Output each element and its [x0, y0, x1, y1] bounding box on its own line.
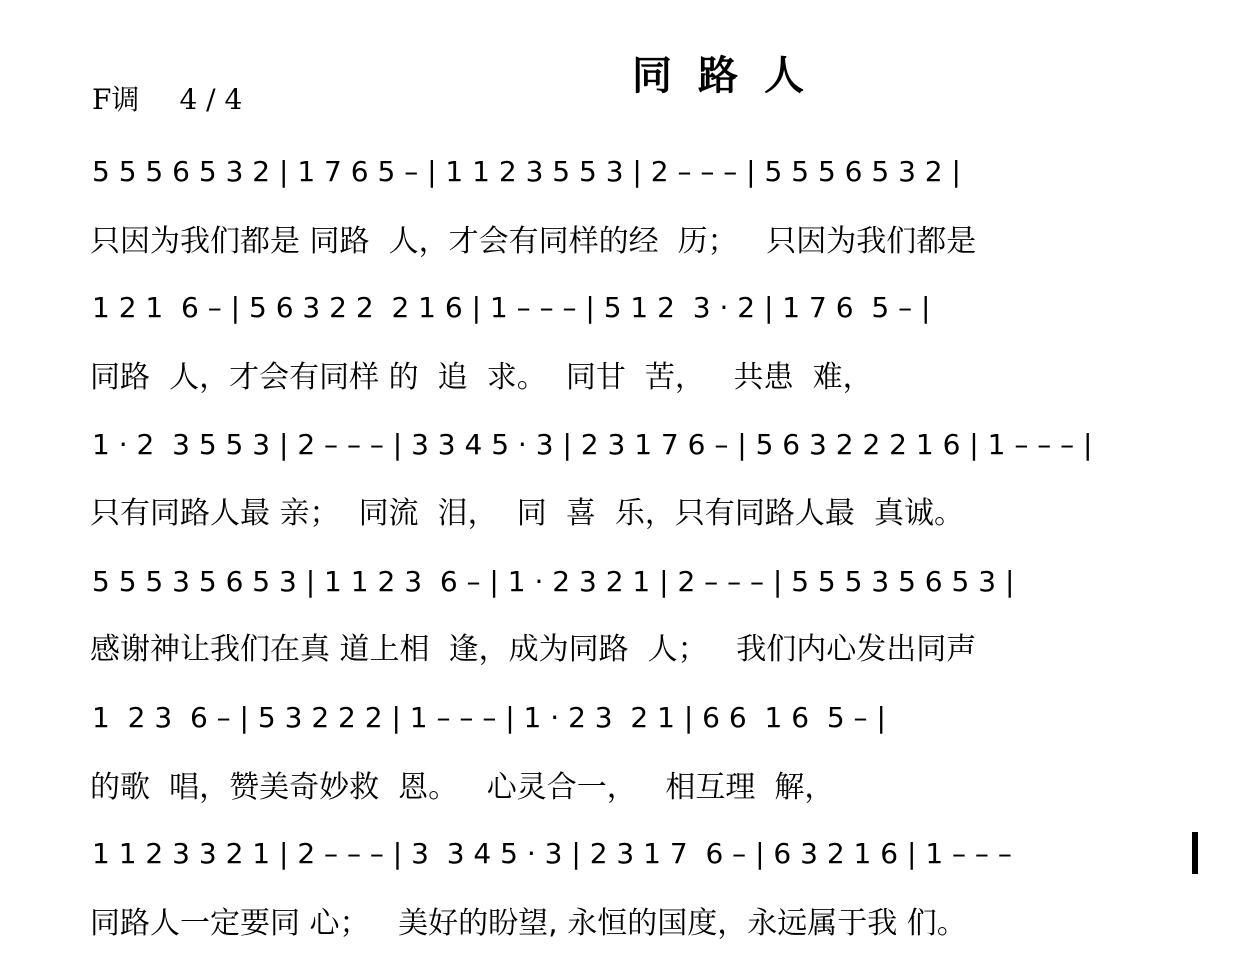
key-signature	[92, 78, 242, 118]
lyric-row-3: 只有同路人最 亲； 同流 泪， 同 喜 乐，只有同路人最 真诚。	[90, 496, 964, 531]
notation-row-3: 1 · 2 3 5 5 3 | 2 – – – | 3 3 4 5 · 3 | 2 3 1 7 6 – | 5 6 3 2 2 2 1 6 | 1 – – – |	[92, 428, 1093, 461]
notation-row-4: 5 5 5 3 5 6 5 3 | 1 1 2 3 6 – | 1 · 2 3 2 1 | 2 – – – | 5 5 5 3 5 6 5 3 |	[92, 565, 1015, 598]
song-title: 同路人	[632, 52, 830, 99]
lyric-row-4: 感谢神让我们在真 道上相 逢，成为同路 人； 我们内心发出同声	[90, 632, 977, 667]
key-label: F调	[92, 83, 140, 116]
lyric-row-1: 只因为我们都是 同路 人，才会有同样的经 历； 只因为我们都是	[90, 224, 977, 259]
final-barline	[1192, 832, 1198, 874]
notation-row-6: 1 1 2 3 3 2 1 | 2 – – – | 3 3 4 5 · 3 | 2 3 1 7 6 – | 6 3 2 1 6 | 1 – – –	[92, 837, 1012, 870]
notation-row-2: 1 2 1 6 – | 5 6 3 2 2 2 1 6 | 1 – – – | 5 1 2 3 · 2 | 1 7 6 5 – |	[92, 291, 931, 324]
notation-row-5: 1 2 3 6 – | 5 3 2 2 2 | 1 – – – | 1 · 2 3 2 1 | 6 6 1 6 5 – |	[92, 701, 886, 734]
lyric-row-2: 同路 人，才会有同样 的 追 求。 同甘 苦， 共患 难，	[90, 360, 873, 395]
lyric-row-6: 同路人一定要同 心； 美好的盼望, 永恒的国度，永远属于我 们。	[90, 906, 967, 941]
notation-row-1: 5 5 5 6 5 3 2 | 1 7 6 5 – | 1 1 2 3 5 5 3 | 2 – – – | 5 5 5 6 5 3 2 |	[92, 155, 961, 188]
time-signature: 4 / 4	[179, 83, 243, 116]
lyric-row-5: 的歌 唱，赞美奇妙救 恩。 心灵合一， 相互理 解，	[90, 770, 835, 805]
